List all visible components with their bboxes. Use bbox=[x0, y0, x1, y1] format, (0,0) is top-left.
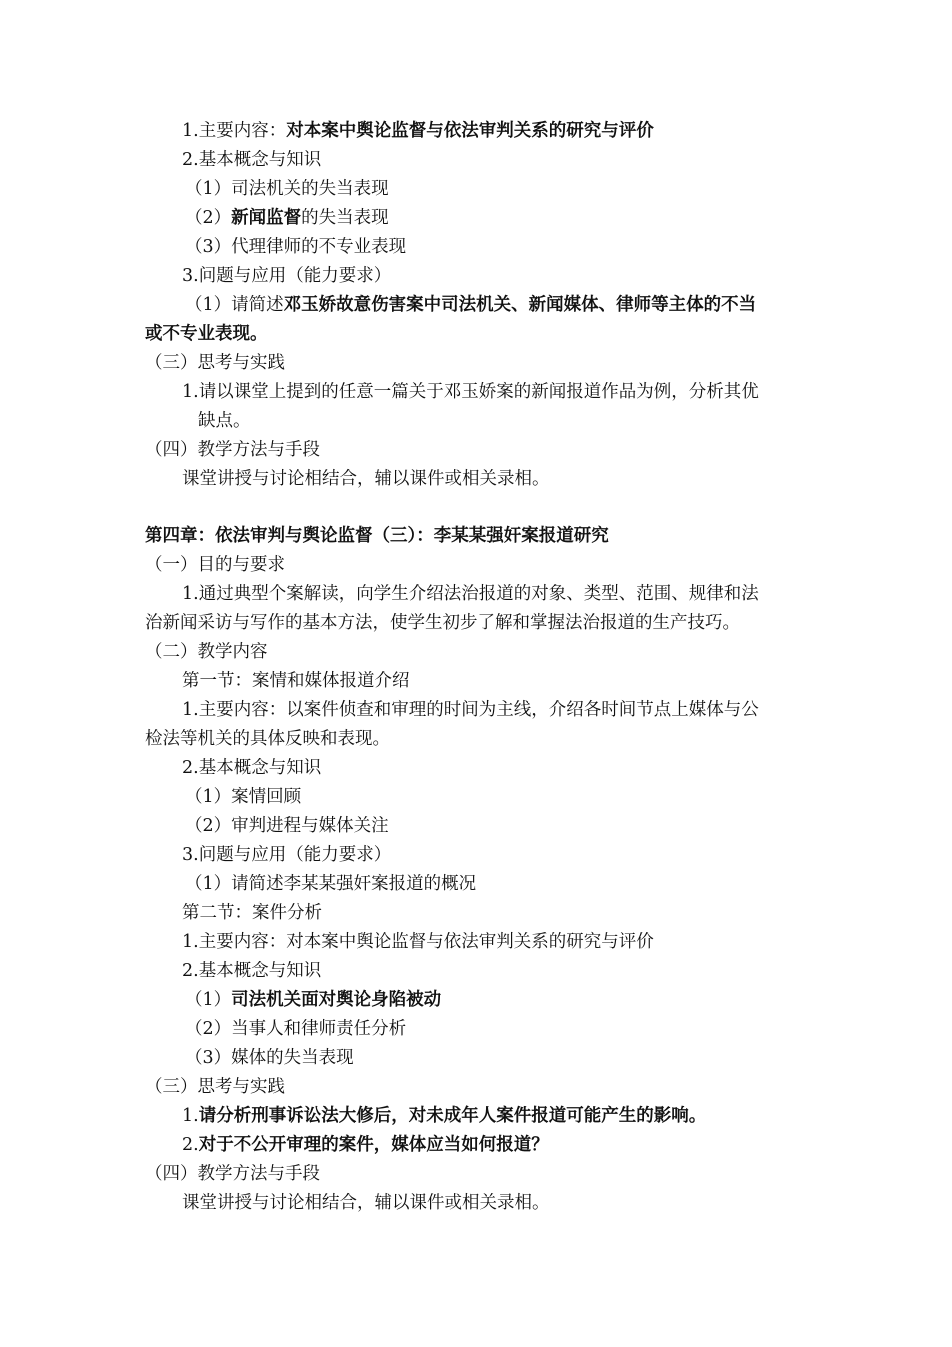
list-item: （2）审判进程与媒体关注 bbox=[185, 816, 389, 836]
main-content-line: 1.主要内容：对本案中舆论监督与依法审判关系的研究与评价 bbox=[182, 932, 654, 952]
question-line: （1）请简述邓玉娇故意伤害案中司法机关、新闻媒体、律师等主体的不当 bbox=[185, 295, 757, 315]
main-content-line-cont: 检法等机关的具体反映和表现。 bbox=[145, 729, 390, 749]
concepts-heading: 2.基本概念与知识 bbox=[182, 758, 322, 778]
section-heading: （三）思考与实践 bbox=[145, 1077, 285, 1097]
concepts-heading: 2.基本概念与知识 bbox=[182, 961, 322, 981]
application-heading: 3.问题与应用（能力要求） bbox=[182, 266, 392, 286]
main-content-line: 1.主要内容：对本案中舆论监督与依法审判关系的研究与评价 bbox=[182, 121, 654, 141]
main-content-line: 1.主要内容：以案件侦查和审理的时间为主线，介绍各时间节点上媒体与公 bbox=[182, 700, 759, 720]
list-item: （2）新闻监督的失当表现 bbox=[185, 208, 389, 228]
paragraph-line: 1.通过典型个案解读，向学生介绍法治报道的对象、类型、范围、规律和法 bbox=[182, 584, 759, 604]
section-heading: （三）思考与实践 bbox=[145, 353, 285, 373]
subsection-heading: 第二节：案件分析 bbox=[182, 903, 322, 923]
method-text: 课堂讲授与讨论相结合，辅以课件或相关录相。 bbox=[182, 469, 550, 489]
application-heading: 3.问题与应用（能力要求） bbox=[182, 845, 392, 865]
list-item: （3）媒体的失当表现 bbox=[185, 1048, 354, 1068]
practice-item: 1.请分析刑事诉讼法大修后，对未成年人案件报道可能产生的影响。 bbox=[182, 1106, 707, 1126]
chapter-title: 第四章：依法审判与舆论监督（三）：李某某强奸案报道研究 bbox=[145, 526, 609, 546]
practice-item: 1.请以课堂上提到的任意一篇关于邓玉娇案的新闻报道作品为例，分析其优 bbox=[182, 382, 759, 402]
paragraph-line-cont: 治新闻采访与写作的基本方法，使学生初步了解和掌握法治报道的生产技巧。 bbox=[145, 613, 740, 633]
concepts-heading: 2.基本概念与知识 bbox=[182, 150, 322, 170]
question-line-cont: 或不专业表现。 bbox=[145, 324, 268, 344]
method-text: 课堂讲授与讨论相结合，辅以课件或相关录相。 bbox=[182, 1193, 550, 1213]
list-item: （1）司法机关面对舆论身陷被动 bbox=[185, 990, 442, 1010]
list-item: （1）司法机关的失当表现 bbox=[185, 179, 389, 199]
list-item: （3）代理律师的不专业表现 bbox=[185, 237, 407, 257]
section-heading: （四）教学方法与手段 bbox=[145, 1164, 320, 1184]
subsection-heading: 第一节：案情和媒体报道介绍 bbox=[182, 671, 410, 691]
list-item: （2）当事人和律师责任分析 bbox=[185, 1019, 407, 1039]
question-line: （1）请简述李某某强奸案报道的概况 bbox=[185, 874, 477, 894]
section-heading: （一）目的与要求 bbox=[145, 555, 285, 575]
practice-item: 2.对于不公开审理的案件，媒体应当如何报道？ bbox=[182, 1135, 549, 1155]
section-heading: （二）教学内容 bbox=[145, 642, 268, 662]
section-heading: （四）教学方法与手段 bbox=[145, 440, 320, 460]
list-item: （1）案情回顾 bbox=[185, 787, 302, 807]
practice-item-cont: 缺点。 bbox=[198, 411, 251, 431]
